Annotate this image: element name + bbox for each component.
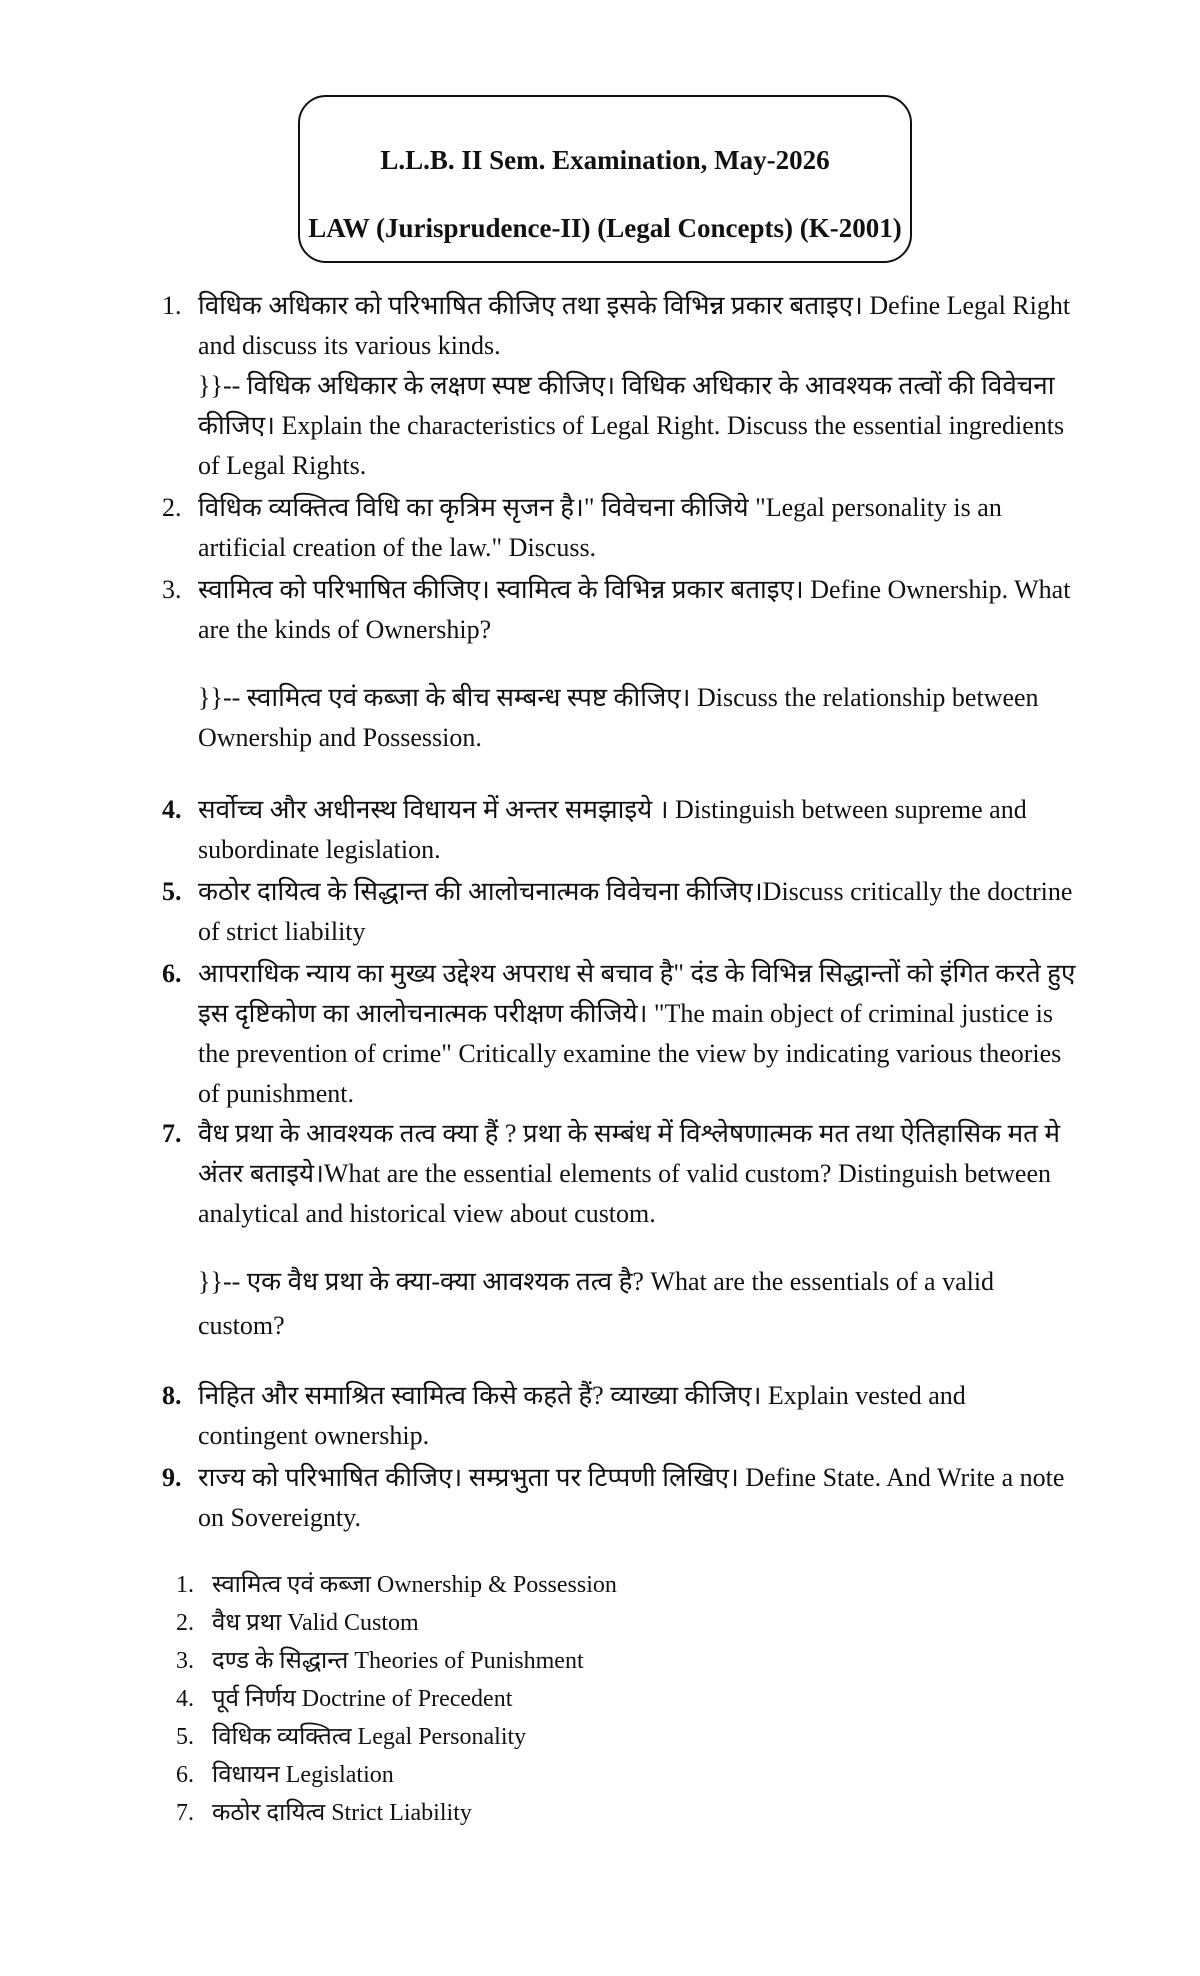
exam-title: L.L.B. II Sem. Examination, May-2026 [380,145,830,175]
exam-header-box [298,95,912,263]
question-subpart: }}-- स्वामित्व एवं कब्जा के बीच सम्बन्ध स्पष्ट कीजिए। Discuss the relationship between Ownership and Possession. [198,683,1039,752]
question-number: 8. [162,1381,182,1410]
question-text: कठोर दायित्व के सिद्धान्त की आलोचनात्मक विवेचना कीजिए।Discuss critically the doctrine of strict liability [198,877,1073,946]
question-text: विधिक अधिकार को परिभाषित कीजिए तथा इसके विभिन्न प्रकार बताइए। Define Legal Right and discuss its various kinds. [198,291,1071,360]
question-number: 2. [162,493,182,522]
question-text: स्वामित्व को परिभाषित कीजिए। स्वामित्व के विभिन्न प्रकार बताइए। Define Ownership. What are the kinds of Ownership? [198,575,1071,644]
question-number: 4. [162,795,182,824]
question-number: 9. [162,1463,182,1492]
question-text: राज्य को परिभाषित कीजिए। सम्प्रभुता पर टिप्पणी लिखिए। Define State. And Write a note on Sovereignty. [198,1463,1065,1532]
question-number: 1. [162,291,182,320]
question-number: 5. [162,877,182,906]
question-subpart: }}-- एक वैध प्रथा के क्या-क्या आवश्यक तत्व है? What are the essentials of a valid custom? [198,1267,995,1340]
question-text: वैध प्रथा के आवश्यक तत्व क्या हैं ? प्रथा के सम्बंध में विश्लेषणात्मक मत तथा ऐतिहासिक मत मे अंतर बताइये।What are the essential elements of valid custom? Distinguish between analytical and historical view about custom. [198,1119,1061,1228]
question-text: निहित और समाश्रित स्वामित्व किसे कहते हैं? व्याख्या कीजिए। Explain vested and contingent ownership. [198,1381,966,1450]
question-number: 3. [162,575,182,604]
question-text: आपराधिक न्याय का मुख्य उद्देश्य अपराध से बचाव है" दंड के विभिन्न सिद्धान्तों को इंगित करते हुए इस दृष्टिकोण का आलोचनात्मक परीक्षण कीजिये। "The main object of criminal justice is the prevention of crime" Critically examine the view by indicating various theories of punishment. [198,959,1076,1108]
question-text: सर्वोच्च और अधीनस्थ विधायन में अन्तर समझाइये । Distinguish between supreme and subordinate legislation. [198,795,1027,864]
question-number: 6. [162,959,182,988]
question-text: विधिक व्यक्तित्व विधि का कृत्रिम सृजन है।" विवेचना कीजिये "Legal personality is an artificial creation of the law." Discuss. [198,493,1002,562]
question-number: 7. [162,1119,182,1148]
question-subpart: }}-- विधिक अधिकार के लक्षण स्पष्ट कीजिए। विधिक अधिकार के आवश्यक तत्वों की विवेचना कीजिए। Explain the characteristics of Legal Right. Discuss the essential ingredients of Legal Rights. [198,371,1065,480]
paper-subject: LAW (Jurisprudence-II) (Legal Concepts) (K-2001) [308,213,902,243]
